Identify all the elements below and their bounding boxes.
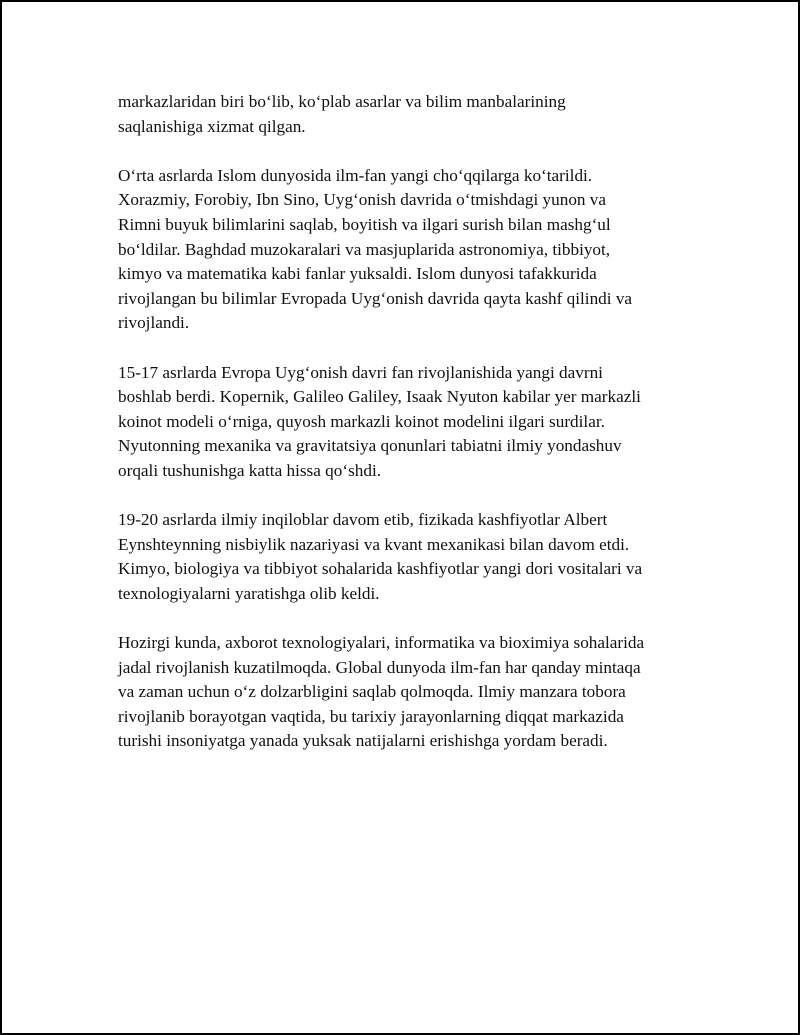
text-line: markazlaridan biri bo‘lib, ko‘plab asarlar va bilim manbalarining bbox=[118, 92, 566, 111]
text-line: 19-20 asrlarda ilmiy inqiloblar davom etib, fizikada kashfiyotlar Albert bbox=[118, 510, 608, 530]
paragraph-4 bbox=[118, 508, 718, 606]
text-line: turishi insoniyatga yanada yuksak natijalarni erishishga yordam beradi. bbox=[118, 731, 608, 751]
paragraph-2 bbox=[118, 164, 718, 336]
text-line: bo‘ldilar. Baghdad muzokaralari va masjuplarida astronomiya, tibbiyot, bbox=[118, 239, 611, 259]
text-line: jadal rivojlanish kuzatilmoqda. Global dunyoda ilm-fan har qanday mintaqa bbox=[118, 657, 641, 677]
text-line: Hozirgi kunda, axborot texnologiyalari, informatika va bioximiya sohalarida bbox=[118, 633, 645, 653]
text-line: orqali tushunishga katta hissa qo‘shdi. bbox=[118, 460, 382, 480]
text-line: 15-17 asrlarda Evropa Uyg‘onish davri fan rivojlanishida yangi davrni bbox=[118, 362, 603, 382]
text-line: rivojlanib borayotgan vaqtida, bu tarixiy jarayonlarning diqqat markazida bbox=[118, 706, 624, 726]
text-line: saqlanishiga xizmat qilgan. bbox=[118, 116, 306, 136]
text-line: kimyo va matematika kabi fanlar yuksaldi. Islom dunyosi tafakkurida bbox=[118, 264, 597, 284]
text-line: O‘rta asrlarda Islom dunyosida ilm-fan yangi cho‘qqilarga ko‘tarildi. bbox=[118, 165, 593, 185]
paragraph-1 bbox=[118, 90, 718, 139]
text-line: Nyutonning mexanika va gravitatsiya qonunlari tabiatni ilmiy yondashuv bbox=[118, 436, 622, 456]
text-line: rivojlangan bu bilimlar Evropada Uyg‘onish davrida qayta kashf qilindi va bbox=[118, 288, 633, 308]
document-body bbox=[118, 90, 718, 779]
text-line: va zaman uchun o‘z dolzarbligini saqlab qolmoqda. Ilmiy manzara tobora bbox=[118, 682, 626, 702]
paragraph-5 bbox=[118, 631, 718, 754]
text-line: koinot modeli o‘rniga, quyosh markazli koinot modelini ilgari surdilar. bbox=[118, 411, 605, 431]
text-line: texnologiyalarni yaratishga olib keldi. bbox=[118, 583, 380, 603]
text-line: boshlab berdi. Kopernik, Galileo Galiley, Isaak Nyuton kabilar yer markazli bbox=[118, 387, 641, 407]
text-line: rivojlandi. bbox=[118, 313, 190, 333]
text-line: Kimyo, biologiya va tibbiyot sohalarida kashfiyotlar yangi dori vositalari va bbox=[118, 559, 643, 579]
paragraph-3 bbox=[118, 361, 718, 484]
text-line: Eynshteynning nisbiylik nazariyasi va kvant mexanikasi bilan davom etdi. bbox=[118, 534, 630, 554]
text-line: Xorazmiy, Forobiy, Ibn Sino, Uyg‘onish davrida o‘tmishdagi yunon va bbox=[118, 190, 607, 210]
text-line: Rimni buyuk bilimlarini saqlab, boyitish va ilgari surish bilan mashg‘ul bbox=[118, 214, 611, 234]
